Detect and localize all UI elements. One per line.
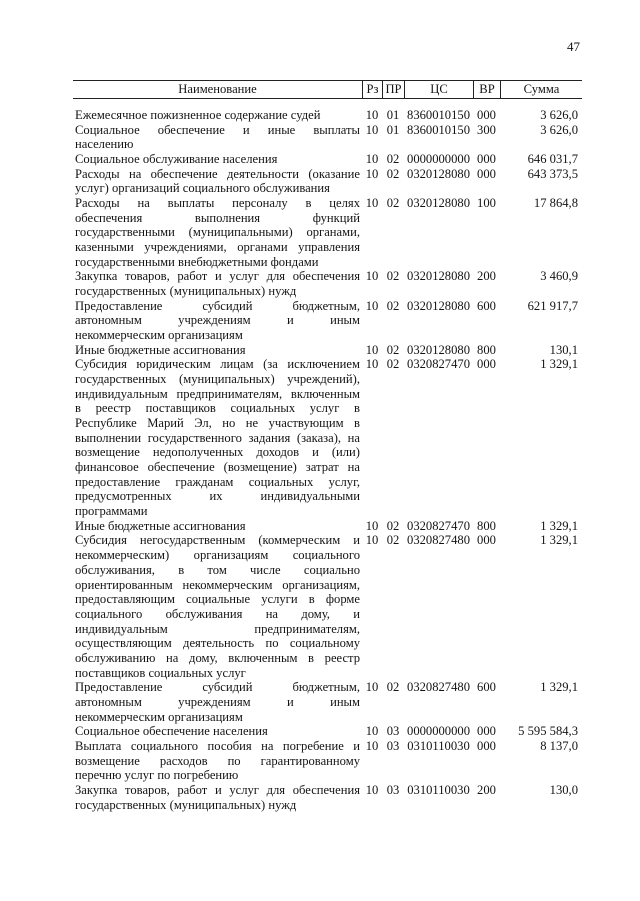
row-sum: 646 031,7	[527, 152, 578, 167]
row-pr: 02	[386, 533, 400, 548]
row-sum: 8 137,0	[540, 738, 578, 753]
row-name-line: Республике Марий Эл, но не участвующим в	[75, 416, 360, 431]
row-name-line: поставщиков социальных услуг	[75, 665, 246, 680]
row-rz: 10	[365, 152, 379, 167]
row-sum: 17 864,8	[533, 196, 578, 211]
row-pr: 02	[386, 166, 400, 181]
row-name	[73, 783, 362, 812]
row-vr: 000	[477, 533, 496, 548]
header-pr: ПР	[382, 81, 404, 98]
row-vr: 100	[477, 196, 496, 211]
row-rz: 10	[365, 680, 379, 695]
row-name-line: предусмотренных их индивидуальными	[75, 489, 360, 504]
table-row	[73, 152, 582, 167]
row-cs: 0320128080	[407, 342, 470, 357]
row-name-line: Предоставление субсидий бюджетным,	[75, 680, 360, 695]
row-name-line: государственных (муниципальных) нужд	[75, 797, 297, 812]
row-name-line: обслуживанию на дому, включенным в реестр	[75, 650, 360, 665]
row-pr: 02	[386, 152, 400, 167]
row-sum: 1 329,1	[540, 680, 578, 695]
row-name	[73, 357, 362, 518]
row-rz: 10	[365, 738, 379, 753]
row-name-line: автономным учреждениям и иным	[75, 313, 360, 328]
header-cs: ЦС	[404, 81, 473, 98]
header-name: Наименование	[178, 82, 257, 96]
row-name-line: в реестр поставщиков социальных услуг в	[75, 401, 360, 416]
row-vr: 200	[477, 269, 496, 284]
row-name-line: Социальное обеспечение населения	[75, 724, 268, 739]
header-rz: Рз	[362, 81, 382, 98]
row-name-line: Закупка товаров, работ и услуг для обеспечения	[75, 269, 360, 284]
row-pr: 02	[386, 269, 400, 284]
row-pr: 01	[386, 122, 400, 137]
table-row	[73, 533, 582, 680]
row-cs: 0320128080	[407, 298, 470, 313]
row-name-line: обеспечения выполнения функций	[75, 210, 360, 225]
row-rz: 10	[365, 196, 379, 211]
row-cs: 8360010150	[407, 122, 470, 137]
row-name-line: Социальное обеспечение и иные выплаты	[75, 122, 360, 137]
row-cs: 0320827470	[407, 357, 470, 372]
row-rz: 10	[365, 533, 379, 548]
row-cs: 0320128080	[407, 196, 470, 211]
row-name-line: перечню услуг по погребению	[75, 768, 239, 783]
row-rz: 10	[365, 518, 379, 533]
row-vr: 300	[477, 122, 496, 137]
row-pr: 02	[386, 518, 400, 533]
row-name-line: казенными учреждениями, органами управления	[75, 240, 360, 255]
row-rz: 10	[365, 108, 379, 122]
row-name-line: государственными (муниципальными) органами,	[75, 225, 360, 240]
row-vr: 200	[477, 782, 496, 797]
row-name-line: Субсидия юридическим лицам (за исключением	[75, 357, 360, 372]
row-name-line: Иные бюджетные ассигнования	[75, 518, 246, 533]
row-name-line: осуществляющим деятельность по социальному	[75, 636, 360, 651]
row-name-line: государственных (муниципальных) учреждений),	[75, 372, 360, 387]
table-row	[73, 680, 582, 724]
header-sum: Сумма	[500, 81, 582, 98]
row-cs: 0320827480	[407, 680, 470, 695]
table-header	[73, 80, 582, 99]
row-pr: 02	[386, 680, 400, 695]
row-name-line: программами	[75, 504, 148, 519]
row-name-line: Закупка товаров, работ и услуг для обеспечения	[75, 782, 360, 797]
row-pr: 02	[386, 357, 400, 372]
row-sum: 1 329,1	[540, 518, 578, 533]
row-name	[73, 269, 362, 298]
row-rz: 10	[365, 298, 379, 313]
row-name-line: Иные бюджетные ассигнования	[75, 342, 246, 357]
row-name-line: Социальное обслуживание населения	[75, 152, 278, 167]
table-row	[73, 123, 582, 152]
row-name	[73, 739, 362, 783]
row-cs: 0310110030	[407, 738, 470, 753]
row-pr: 03	[386, 782, 400, 797]
row-cs: 0320827480	[407, 533, 470, 548]
row-cs: 8360010150	[407, 108, 470, 122]
row-name	[73, 123, 362, 152]
row-name	[73, 533, 362, 680]
row-vr: 600	[477, 298, 496, 313]
row-rz: 10	[365, 342, 379, 357]
table-row	[73, 519, 582, 534]
row-pr: 01	[386, 108, 400, 122]
table-row	[73, 783, 582, 812]
row-name-line: некоммерческим организациям	[75, 709, 243, 724]
table-row	[73, 108, 582, 123]
row-cs: 0310110030	[407, 782, 470, 797]
row-rz: 10	[365, 724, 379, 739]
row-sum: 621 917,7	[527, 298, 578, 313]
table-row	[73, 299, 582, 343]
row-sum: 3 460,9	[540, 269, 578, 284]
row-name	[73, 680, 362, 724]
row-sum: 130,0	[549, 782, 578, 797]
row-name-line: Расходы на выплаты персоналу в целях	[75, 196, 360, 211]
row-sum: 1 329,1	[540, 357, 578, 372]
row-cs: 0320128080	[407, 166, 470, 181]
row-name	[73, 724, 362, 739]
row-name	[73, 196, 362, 269]
row-vr: 000	[477, 108, 496, 122]
row-name-line: обслуживания, в том числе социально	[75, 562, 360, 577]
row-name-line: Выплата социального пособия на погребение и	[75, 738, 360, 753]
row-vr: 800	[477, 518, 496, 533]
row-pr: 03	[386, 738, 400, 753]
row-rz: 10	[365, 122, 379, 137]
row-name	[73, 343, 362, 358]
row-name-line: некоммерческим организациям	[75, 328, 243, 343]
table-row	[73, 196, 582, 269]
row-rz: 10	[365, 357, 379, 372]
row-rz: 10	[365, 782, 379, 797]
table-body	[73, 108, 582, 812]
row-pr: 03	[386, 724, 400, 739]
row-cs: 0320128080	[407, 269, 470, 284]
row-vr: 000	[477, 152, 496, 167]
row-vr: 000	[477, 724, 496, 739]
row-name-line: автономным учреждениям и иным	[75, 694, 360, 709]
row-name	[73, 519, 362, 534]
row-sum: 1 329,1	[540, 533, 578, 548]
row-name-line: возмещение недополученных доходов и (или)	[75, 445, 360, 460]
row-name-line: Ежемесячное пожизненное содержание судей	[75, 108, 321, 122]
row-vr: 000	[477, 166, 496, 181]
row-name	[73, 167, 362, 196]
row-cs: 0320827470	[407, 518, 470, 533]
row-sum: 5 595 584,3	[518, 724, 578, 739]
row-name-line: Предоставление субсидий бюджетным,	[75, 298, 360, 313]
row-sum: 3 626,0	[540, 122, 578, 137]
row-name-line: некоммерческим) организациям социального	[75, 548, 360, 563]
row-pr: 02	[386, 196, 400, 211]
table-row	[73, 269, 582, 298]
row-vr: 000	[477, 738, 496, 753]
row-sum: 3 626,0	[540, 108, 578, 122]
table-row	[73, 724, 582, 739]
row-name-line: государственными внебюджетными фондами	[75, 254, 319, 269]
row-name-line: населению	[75, 137, 134, 152]
row-rz: 10	[365, 166, 379, 181]
row-name-line: Субсидия негосударственным (коммерческим и	[75, 533, 360, 548]
row-rz: 10	[365, 269, 379, 284]
table-row	[73, 167, 582, 196]
row-cs: 0000000000	[407, 724, 470, 739]
row-vr: 600	[477, 680, 496, 695]
row-name	[73, 299, 362, 343]
page-number: 47	[567, 39, 580, 54]
row-vr: 000	[477, 357, 496, 372]
row-name-line: государственных (муниципальных) нужд	[75, 284, 297, 299]
row-sum: 130,1	[549, 342, 578, 357]
table-row	[73, 739, 582, 783]
table-row	[73, 357, 582, 518]
row-name-line: социального обслуживания на дому, и	[75, 606, 360, 621]
row-name-line: Расходы на обеспечение деятельности (оказание	[75, 166, 360, 181]
header-vr: ВР	[473, 81, 500, 98]
row-name-line: индивидуальным предпринимателям, включенным	[75, 386, 360, 401]
row-vr: 800	[477, 342, 496, 357]
row-cs: 0000000000	[407, 152, 470, 167]
row-name-line: услуг) организаций социального обслуживания	[75, 181, 330, 196]
row-name	[73, 152, 362, 167]
row-name-line: финансовое обеспечение (возмещение) затрат на	[75, 460, 360, 475]
row-name	[73, 108, 362, 123]
row-name-line: индивидуальным предпринимателям,	[75, 621, 360, 636]
row-name-line: возмещение расходов по гарантированному	[75, 753, 360, 768]
row-pr: 02	[386, 298, 400, 313]
row-pr: 02	[386, 342, 400, 357]
row-name-line: предоставление гражданам социальных услуг,	[75, 474, 360, 489]
row-name-line: выполнении государственного задания (заказа), на	[75, 430, 360, 445]
table-row	[73, 343, 582, 358]
row-name-line: ориентированным некоммерческим организациям,	[75, 577, 360, 592]
row-name-line: предоставляющим социальные услуги в форме	[75, 592, 360, 607]
row-sum: 643 373,5	[527, 166, 578, 181]
